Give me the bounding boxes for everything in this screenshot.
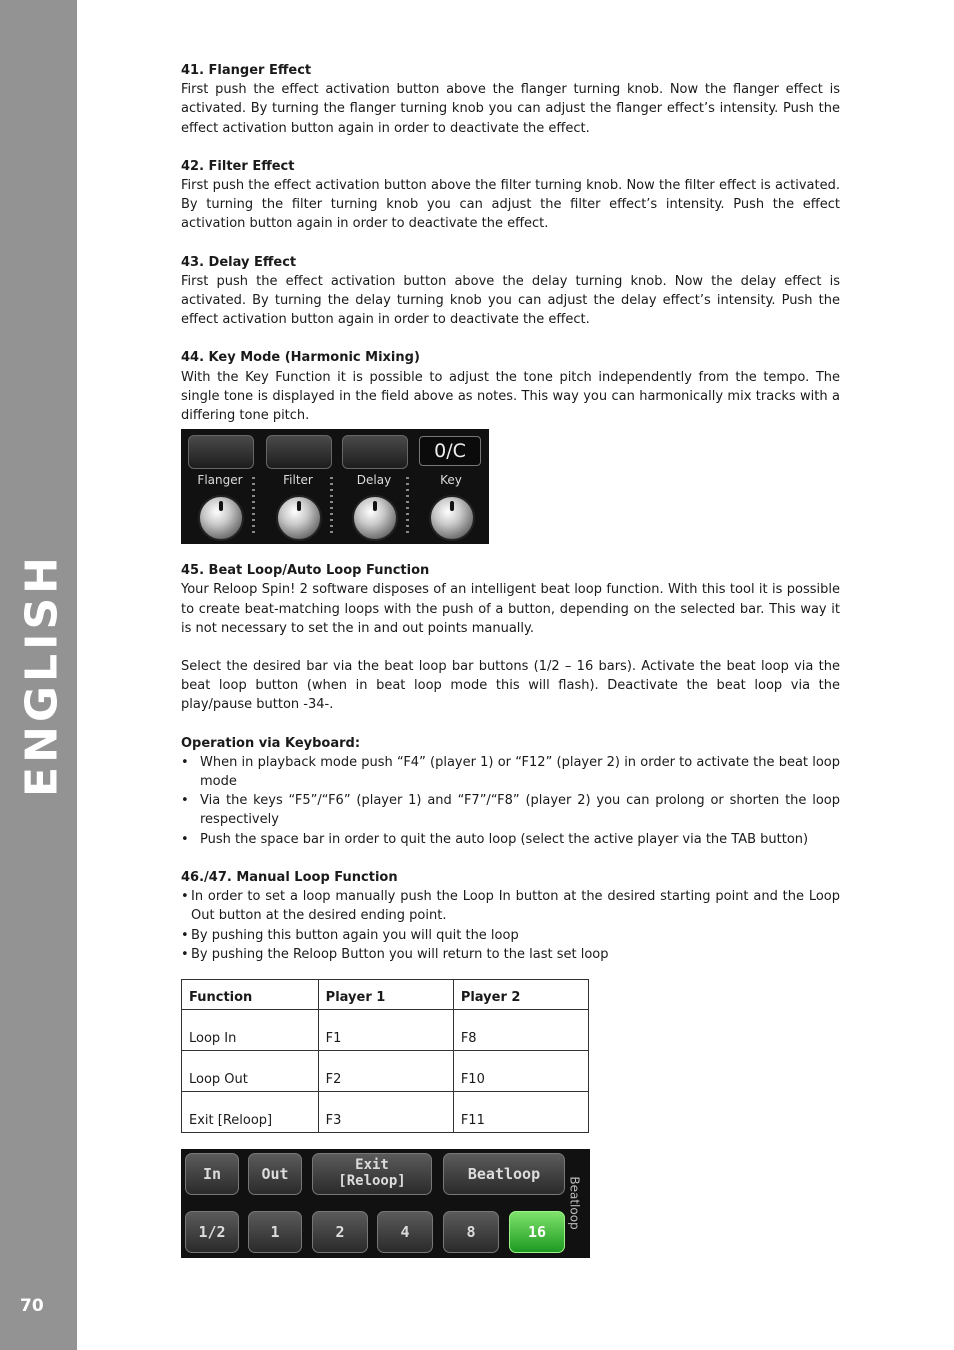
- section-43: [181, 253, 840, 330]
- loop-panel-image: [181, 1149, 590, 1258]
- section-title: 43. Delay Effect: [181, 254, 297, 270]
- keyboard-title: Operation via Keyboard:: [181, 735, 361, 751]
- table-header: Player 1: [318, 979, 453, 1009]
- page-content: [181, 61, 840, 1258]
- bar-2-button[interactable]: 2: [312, 1211, 368, 1253]
- table-cell: Loop In: [182, 1009, 319, 1050]
- level-dots: [330, 477, 333, 537]
- level-dots: [406, 477, 409, 537]
- section-body: With the Key Function it is possible to adjust the tone pitch independently from the tempo. The single tone is displayed in the field above as notes. This way you can harmonically mix tracks with a differing tone pitch.: [181, 369, 840, 424]
- loop-in-button[interactable]: In: [185, 1153, 239, 1195]
- filter-label: Filter: [283, 473, 313, 488]
- keyboard-bullets: [181, 753, 840, 849]
- list-item: • In order to set a loop manually push the Loop In button at the desired starting point and the Loop Out button at the desired ending point.: [181, 889, 840, 924]
- table-cell: F10: [453, 1050, 588, 1091]
- section-body: First push the effect activation button above the filter turning knob. Now the filter effect is activated. By turning the filter turning knob you can adjust the filter effect’s intensity. Push the effect activation button again in order to deactivate the effect.: [181, 178, 840, 232]
- beatloop-side-label: Beatloop: [567, 1176, 582, 1230]
- bar-8-button[interactable]: 8: [443, 1211, 499, 1253]
- filter-activate-button[interactable]: [266, 435, 332, 469]
- filter-column: [261, 429, 335, 544]
- delay-activate-button[interactable]: [342, 435, 408, 469]
- loop-out-button[interactable]: Out: [248, 1153, 302, 1195]
- list-item: • Via the keys “F5”/“F6” (player 1) and “F7”/“F8” (player 2) you can prolong or shorten the loop respectively: [181, 793, 840, 828]
- table-cell: Loop Out: [182, 1050, 319, 1091]
- table-cell: F1: [318, 1009, 453, 1050]
- key-display: 0/C: [419, 436, 481, 466]
- key-knob[interactable]: [429, 495, 475, 541]
- section-45: [181, 561, 840, 849]
- table-cell: Exit [Reloop]: [182, 1091, 319, 1132]
- table-header-row: [182, 979, 589, 1009]
- filter-knob[interactable]: [276, 495, 322, 541]
- table-cell: F2: [318, 1050, 453, 1091]
- list-item: • Push the space bar in order to quit the auto loop (select the active player via the TAB button): [181, 831, 809, 847]
- flanger-label: Flanger: [197, 473, 243, 488]
- sidebar: [0, 0, 77, 1350]
- table-row: [182, 1009, 589, 1050]
- section-body: First push the effect activation button above the delay turning knob. Now the delay effect is activated. By turning the delay turning knob you can adjust the delay effect’s intensity. Push the effect activation button again in order to deactivate the effect.: [181, 273, 840, 328]
- bar-half-button[interactable]: 1/2: [185, 1211, 239, 1253]
- list-item: • By pushing the Reloop Button you will return to the last set loop: [181, 946, 609, 962]
- section-body: Select the desired bar via the beat loop bar buttons (1/2 – 16 bars). Activate the beat loop via the beat loop button (when in beat loop mode this will flash). Deactivate the beat loop via the play/pause button -34-.: [181, 659, 840, 713]
- table-header: Function: [182, 979, 319, 1009]
- section-41: [181, 61, 840, 138]
- section-42: [181, 157, 840, 234]
- table-cell: F8: [453, 1009, 588, 1050]
- flanger-column: [183, 429, 257, 544]
- bar-4-button[interactable]: 4: [377, 1211, 433, 1253]
- section-title: 45. Beat Loop/Auto Loop Function: [181, 563, 430, 579]
- loop-key-table: [181, 979, 589, 1133]
- exit-label: Exit: [355, 1156, 389, 1173]
- delay-knob[interactable]: [352, 495, 398, 541]
- exit-reloop-button[interactable]: [312, 1153, 432, 1195]
- level-dots: [252, 477, 255, 537]
- table-row: [182, 1050, 589, 1091]
- flanger-activate-button[interactable]: [188, 435, 254, 469]
- list-item: • By pushing this button again you will quit the loop: [181, 927, 519, 943]
- section-44: [181, 348, 840, 425]
- section-title: 42. Filter Effect: [181, 158, 295, 174]
- section-46-47: [181, 868, 840, 964]
- reloop-label: [Reloop]: [338, 1172, 406, 1189]
- language-label: ENGLISH: [16, 553, 68, 797]
- list-item: • When in playback mode push “F4” (player 1) or “F12” (player 2) in order to activate the beat loop mode: [181, 754, 840, 790]
- section-title: 44. Key Mode (Harmonic Mixing): [181, 350, 420, 366]
- beatloop-button[interactable]: Beatloop: [443, 1153, 565, 1195]
- table-row: [182, 1091, 589, 1132]
- page-number: 70: [20, 1296, 44, 1316]
- flanger-knob[interactable]: [198, 495, 244, 541]
- key-column: [414, 429, 488, 544]
- delay-column: [337, 429, 411, 544]
- section-body: First push the effect activation button above the flanger turning knob. Now the flanger effect is activated. By turning the flanger turning knob you can adjust the flanger effect’s intensity. Push the effect activation button again in order to deactivate the effect.: [181, 82, 840, 136]
- key-label: Key: [440, 473, 462, 488]
- section-title: 41. Flanger Effect: [181, 63, 312, 78]
- table-header: Player 2: [453, 979, 588, 1009]
- manual-loop-bullets: [181, 887, 840, 964]
- bar-16-button[interactable]: 16: [509, 1211, 565, 1253]
- bar-1-button[interactable]: 1: [248, 1211, 302, 1253]
- table-cell: F11: [453, 1091, 588, 1132]
- effects-panel-image: [181, 429, 489, 544]
- section-body: Your Reloop Spin! 2 software disposes of an intelligent beat loop function. With this tool it is possible to create beat-matching loops with the push of a button, depending on the selected bar. This way it is not necessary to set the in and out points manually.: [181, 582, 840, 636]
- section-title: 46./47. Manual Loop Function: [181, 869, 398, 885]
- delay-label: Delay: [356, 473, 392, 488]
- table-cell: F3: [318, 1091, 453, 1132]
